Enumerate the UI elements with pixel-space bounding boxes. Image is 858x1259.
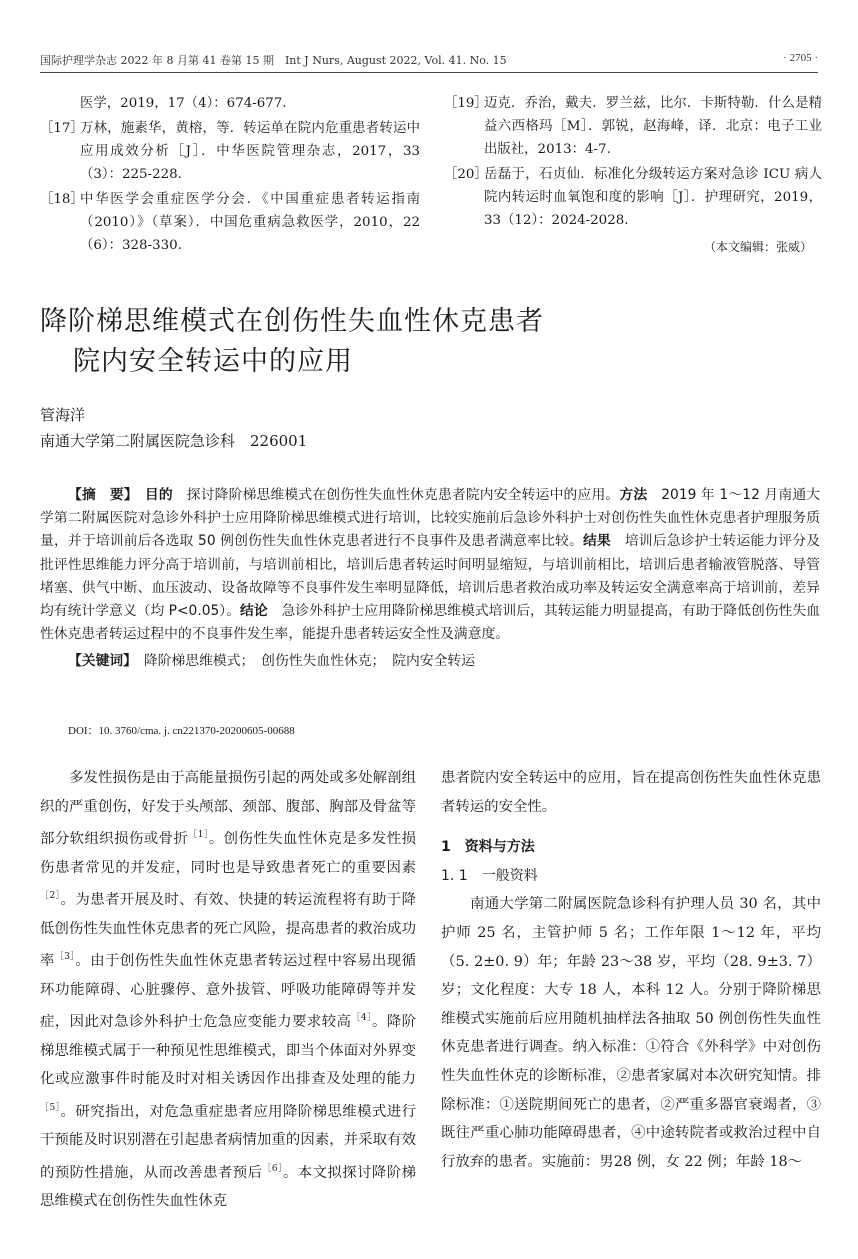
body-column-left bbox=[40, 764, 416, 1216]
keywords: 【关键词】 降阶梯思维模式； 创伤性失血性休克； 院内安全转运 bbox=[68, 653, 476, 670]
body-column-right bbox=[441, 764, 821, 1176]
author-affiliation: 南通大学第二附属医院急诊科 226001 bbox=[40, 432, 308, 450]
reference-entry: ［18］ 中华医学会重症医学分会．《中国重症患者转运指南（2010）》（草案）．中国危重病急救医学，2010，22（6）：328-330. bbox=[40, 192, 420, 253]
running-header bbox=[40, 52, 818, 74]
intro-paragraph-continued bbox=[441, 764, 821, 821]
title-line-2: 院内安全转运中的应用 bbox=[73, 346, 353, 377]
intro-paragraph: 多发性损伤是由于高能量损伤引起的两处或多处解剖组织的严重创伤，好发于头颅部、颈部、腹部、胸部及骨盆等部分软组织损伤或骨折$^{[1]}$。创伤性失血性休克是多发性损伤患者常见的并发症，同时也是导致患者死亡的重要因素$^{[2]}$。为患者开展及时、有效、快捷的转运流程将有助于降低创伤性失血性休克患者的死亡风险，提高患者的救治成功率$^{[3]}$。由于创伤性失血性休克患者转运过程中容易出现循环功能障碍、心脏骤停、意外拔管、呼吸功能障碍等并发症，因此对急诊外科护士危急应变能力要求较高$^{[4]}$。降阶梯思维模式属于一种预见性思维模式，即当个体面对外界变化或应激事件时能及时对相关诱因作出排查及处理的能力$^{[5]}$。研究指出，对危急重症患者应用降阶梯思维模式进行干预能及时识别潜在引起患者病情加重的因素，并采取有效的预防性措施，从而改善患者预后$^{[6]}$。本文拟探讨降阶梯思维模式在创伤性失血性休克 bbox=[40, 770, 416, 1210]
editor-note: （本文编辑：张威） bbox=[703, 240, 812, 254]
title-line-1: 降阶梯思维模式在创伤性失血性休克患者 bbox=[40, 306, 544, 337]
article-title bbox=[40, 302, 820, 382]
references-left-column bbox=[40, 92, 420, 259]
page-number: · 2705 · bbox=[783, 52, 818, 64]
reference-entry: ［20］ 岳磊于，石贞仙．标准化分级转运方案对急诊 ICU 病人院内转运时血氧饱和度的影响［J］．护理研究，2019，33（12）：2024-2028. bbox=[444, 167, 822, 228]
doi: DOI：10. 3760/cma. j. cn221370-20200605-00688 bbox=[68, 725, 295, 737]
abstract-text: 【摘 要】 目的 探讨降阶梯思维模式在创伤性失血性休克患者院内安全转运中的应用。方法 2019 年 1～12 月南通大学第二附属医院对急诊外科护士应用降阶梯思维模式进行培训，比较实施前后急诊外科护士对创伤性失血性休克患者护理服务质量，并于培训前后各选取 50 例创伤性失血性休克患者进行不良事件及患者满意率比较。结果 培训后急诊护士转运能力评分及批评性思维能力评分高于培训前，与培训前相比，培训后患者转运时间明显缩短，与培训前相比，培训后患者输液管脱落、导管堵塞、供气中断、血压波动、设备故障等不良事件发生率明显降低，培训后患者救治成功率及转运安全满意率高于培训前，差异均有统计学意义（均 P<0.05）。结论 急诊外科护士应用降阶梯思维模式培训后，其转运能力明显提高，有助于降低创伤性失血性休克患者转运过程中的不良事件发生率，能提升患者转运安全性及满意度。 bbox=[40, 487, 821, 643]
general-info-paragraph: 南通大学第二附属医院急诊科有护理人员 30 名，其中护师 25 名，主管护师 5 名；工作年限 1～12 年，平均（5. 2±0. 9）年；年龄 23～38 岁，平均（28. 9±3. 7）岁；文化程度：大专 18 人，本科 12 人。分别于降阶梯思维模式实施前后应用随机抽样法各抽取 50 例创伤性失血性休克患者进行调查。纳入标准：①符合《外科学》中对创伤性失血性休克的诊断标准，②患者家属对本次研究知情。排除标准：①送院期间死亡的患者，②严重多器官衰竭者，③既往严重心肺功能障碍患者，④中途转院者或救治过程中自行放弃的患者。实施前：男28 例，女 22 例；年龄 18～ bbox=[441, 896, 821, 1170]
header-rule bbox=[40, 72, 818, 73]
reference-entry: ［19］ 迈克．乔治，戴夫．罗兰兹，比尔．卡斯特勒．什么是精益六西格玛［M］．郭锐，赵海峰，译．北京：电子工业出版社，2013：4-7. bbox=[444, 96, 822, 157]
reference-entry: 医学，2019，17（4）：674-677. bbox=[80, 96, 287, 111]
intro-text-part: 患者院内安全转运中的应用，旨在提高创伤性失血性休克患者转运的安全性。 bbox=[441, 770, 821, 815]
journal-running-title: 国际护理学杂志 2022 年 8 月第 41 卷第 15 期 Int J Nurs, August 2022, Vol. 41. No. 15 bbox=[40, 54, 507, 67]
intro-text-part: 。本文拟探讨降阶梯思维模式在创伤性失血性休克 bbox=[40, 1164, 416, 1210]
abstract bbox=[40, 484, 820, 674]
reference-entry: ［17］ 万林，施素华，黄榕，等．转运单在院内危重患者转运中应用成效分析［J］．中华医院管理杂志，2017，33（3）：225-228. bbox=[40, 121, 420, 182]
section-heading: 1 资料与方法 bbox=[441, 839, 535, 856]
subsection-heading: 1. 1 一般资料 bbox=[441, 867, 538, 884]
author-name: 管海洋 bbox=[40, 406, 86, 424]
references-right-column bbox=[444, 92, 822, 259]
